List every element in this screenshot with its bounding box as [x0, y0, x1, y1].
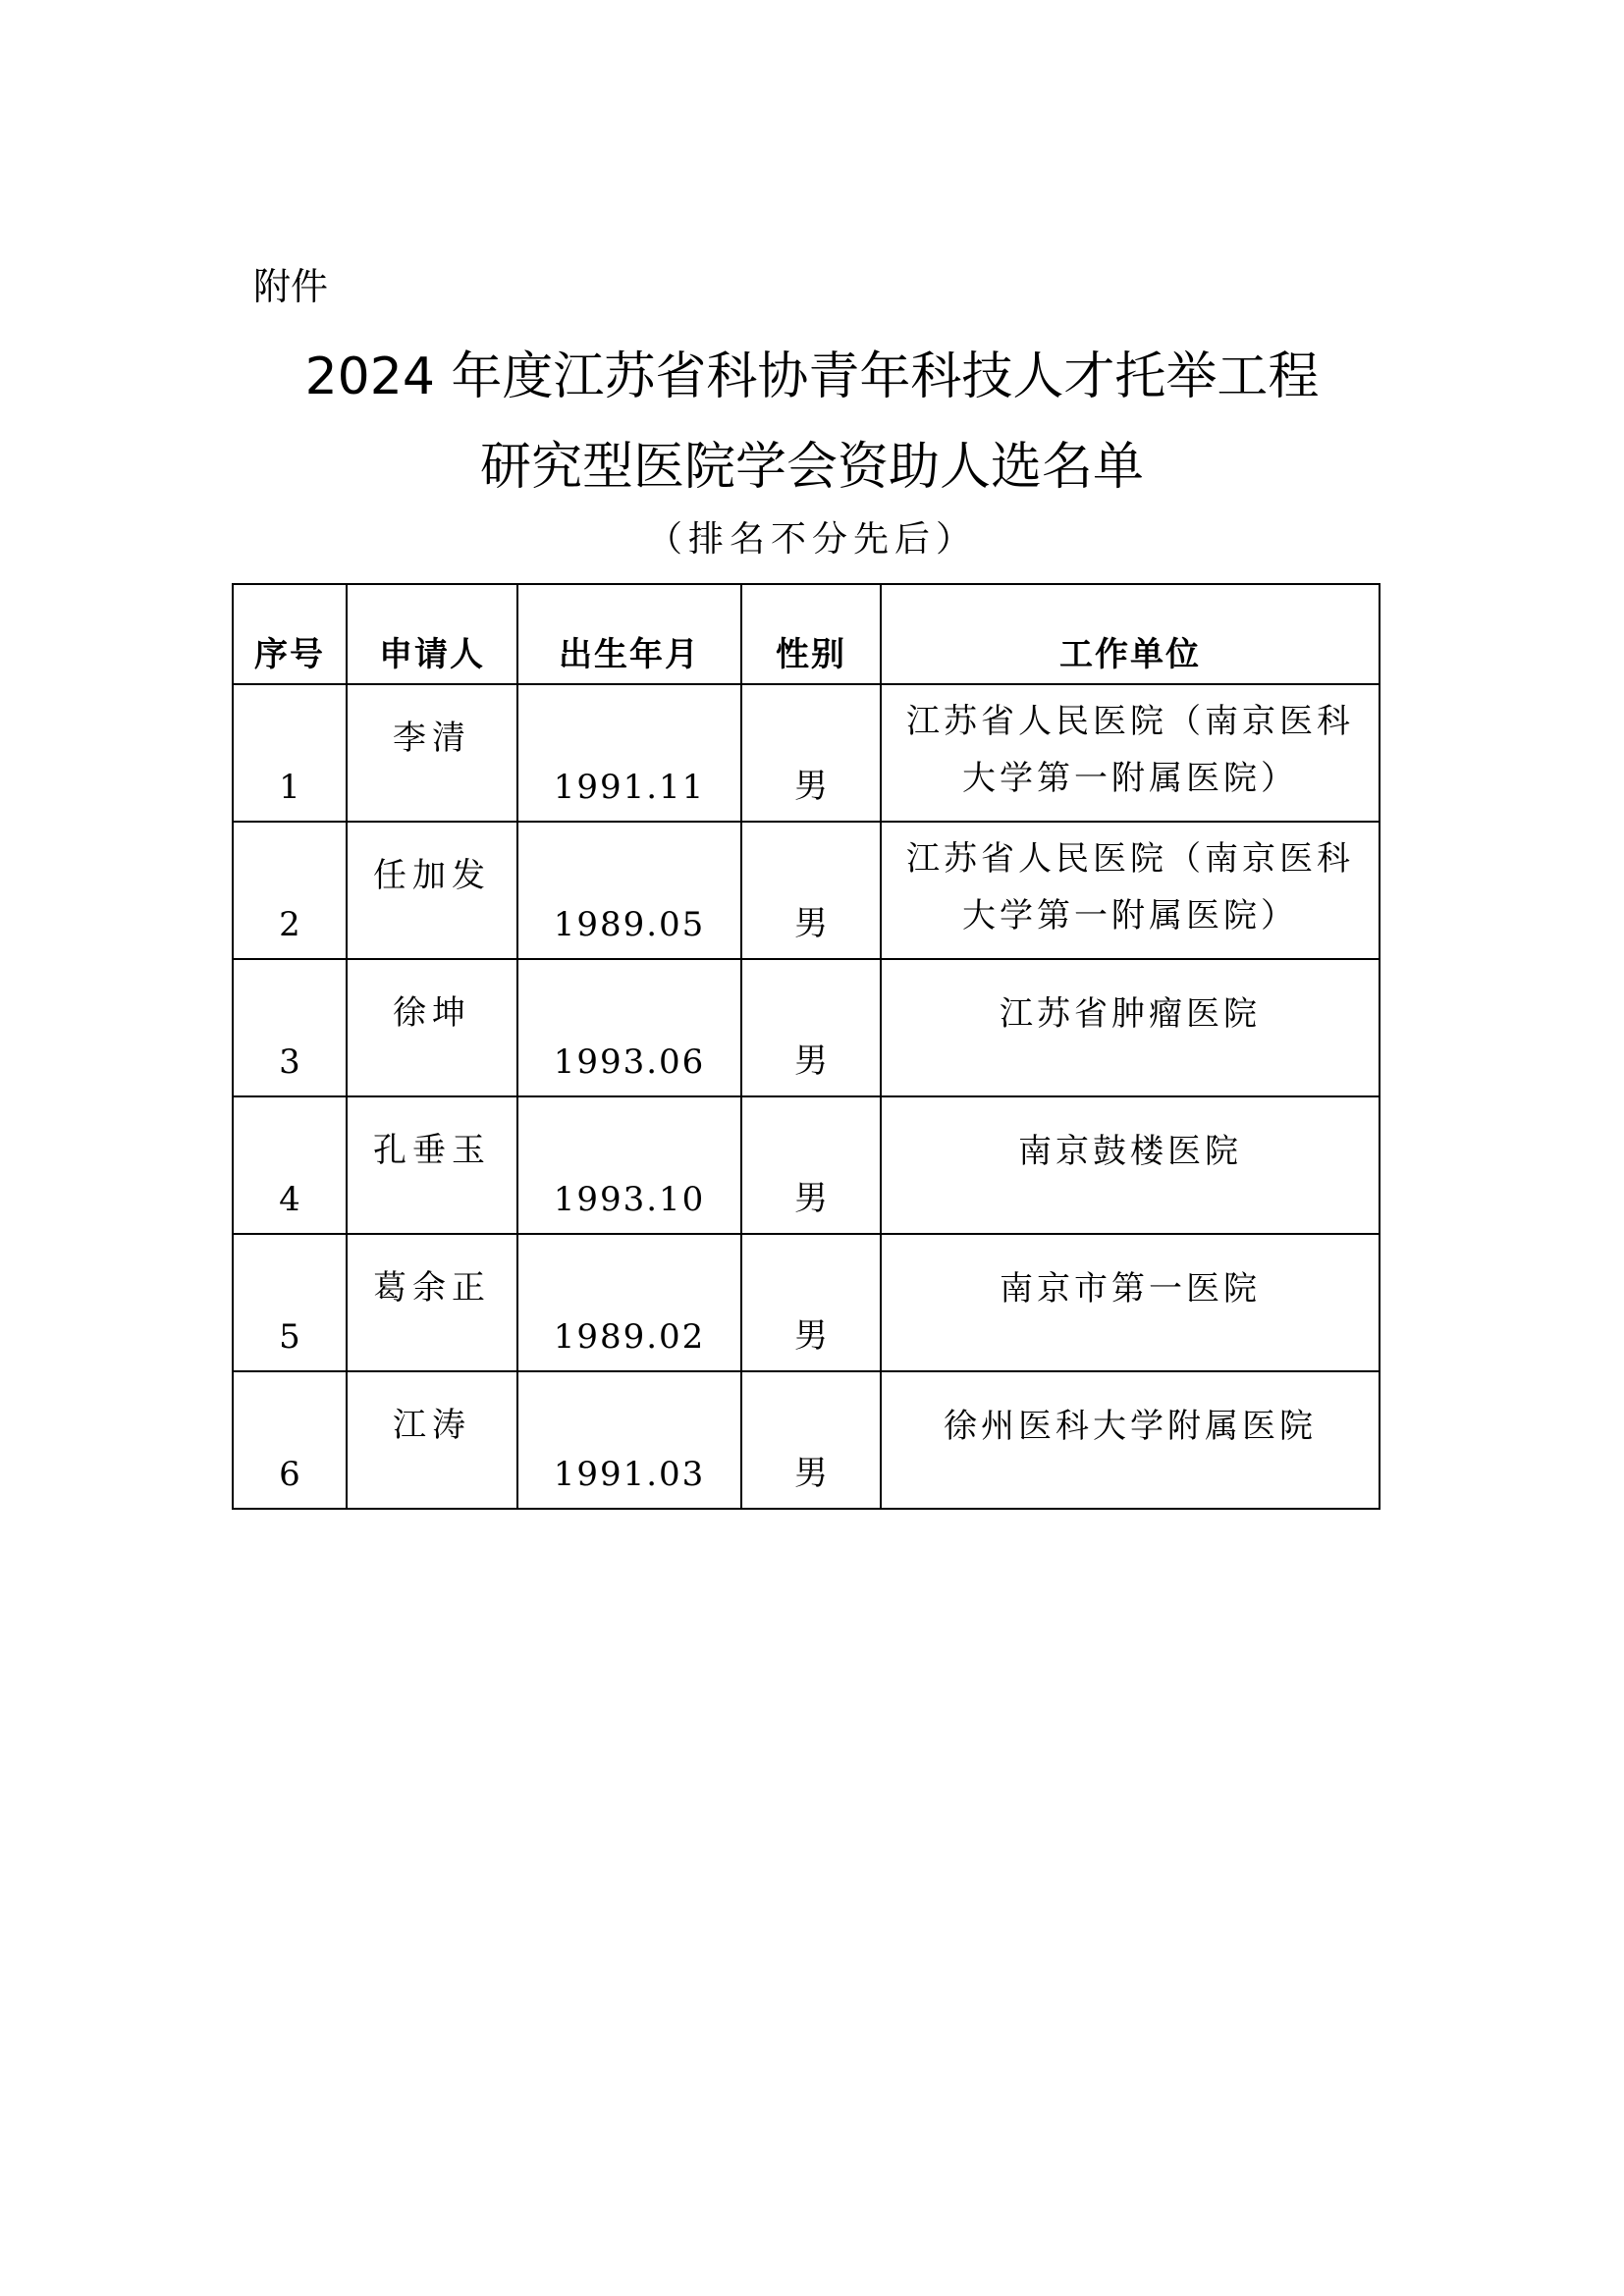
applicant-name: 孔垂玉: [373, 1131, 491, 1170]
unit-cell: [881, 1096, 1380, 1234]
gender-cell: 男: [741, 1234, 881, 1371]
attachment-label: 附件: [253, 265, 329, 308]
header-seq: 序号: [233, 584, 347, 684]
name-cell: [347, 1096, 517, 1234]
birth-cell: 1989.02: [517, 1234, 741, 1371]
subtitle: （排名不分先后）: [646, 519, 977, 560]
applicant-name: 李清: [393, 719, 471, 758]
unit-cell: [881, 822, 1380, 959]
work-unit: 南京鼓楼医院: [1018, 1132, 1242, 1171]
seq-cell: 5: [233, 1234, 347, 1371]
seq-cell: 1: [233, 684, 347, 822]
table-header-row: [233, 584, 1380, 684]
table-row: [233, 1234, 1380, 1371]
applicant-name: 任加发: [373, 856, 491, 895]
header-name: 申请人: [347, 584, 517, 684]
seq-cell: 6: [233, 1371, 347, 1509]
birth-cell: 1991.03: [517, 1371, 741, 1509]
work-unit: 南京市第一医院: [1000, 1269, 1261, 1308]
seq-cell: 3: [233, 959, 347, 1096]
gender-cell: 男: [741, 684, 881, 822]
unit-cell: [881, 1234, 1380, 1371]
seq-cell: 2: [233, 822, 347, 959]
table-row: [233, 684, 1380, 822]
name-cell: [347, 959, 517, 1096]
gender-cell: 男: [741, 1096, 881, 1234]
unit-cell: [881, 1371, 1380, 1509]
unit-cell: [881, 684, 1380, 822]
seq-cell: 4: [233, 1096, 347, 1234]
work-unit: 江苏省人民医院（南京医科大学第一附属医院）: [906, 702, 1354, 798]
gender-cell: 男: [741, 822, 881, 959]
name-cell: [347, 1234, 517, 1371]
table-row: [233, 822, 1380, 959]
birth-cell: 1989.05: [517, 822, 741, 959]
table-row: [233, 959, 1380, 1096]
table-row: [233, 1371, 1380, 1509]
header-unit: 工作单位: [881, 584, 1380, 684]
applicant-name: 江涛: [393, 1406, 471, 1445]
applicant-name: 葛余正: [373, 1268, 491, 1308]
name-cell: [347, 1371, 517, 1509]
birth-cell: 1993.06: [517, 959, 741, 1096]
table-row: [233, 1096, 1380, 1234]
gender-cell: 男: [741, 1371, 881, 1509]
name-cell: [347, 684, 517, 822]
header-birth: 出生年月: [517, 584, 741, 684]
title-line-2: 研究型医院学会资助人选名单: [479, 438, 1144, 497]
applicant-name: 徐坤: [393, 993, 471, 1033]
document-title: [0, 332, 1624, 512]
unit-cell: [881, 959, 1380, 1096]
header-gender: 性别: [741, 584, 881, 684]
name-cell: [347, 822, 517, 959]
gender-cell: 男: [741, 959, 881, 1096]
work-unit: 江苏省肿瘤医院: [1000, 994, 1261, 1034]
candidate-table: [232, 583, 1380, 1510]
title-line-1: 2024 年度江苏省科协青年科技人才托举工程: [304, 347, 1320, 406]
work-unit: 徐州医科大学附属医院: [944, 1407, 1317, 1446]
birth-cell: 1993.10: [517, 1096, 741, 1234]
birth-cell: 1991.11: [517, 684, 741, 822]
work-unit: 江苏省人民医院（南京医科大学第一附属医院）: [906, 839, 1354, 935]
